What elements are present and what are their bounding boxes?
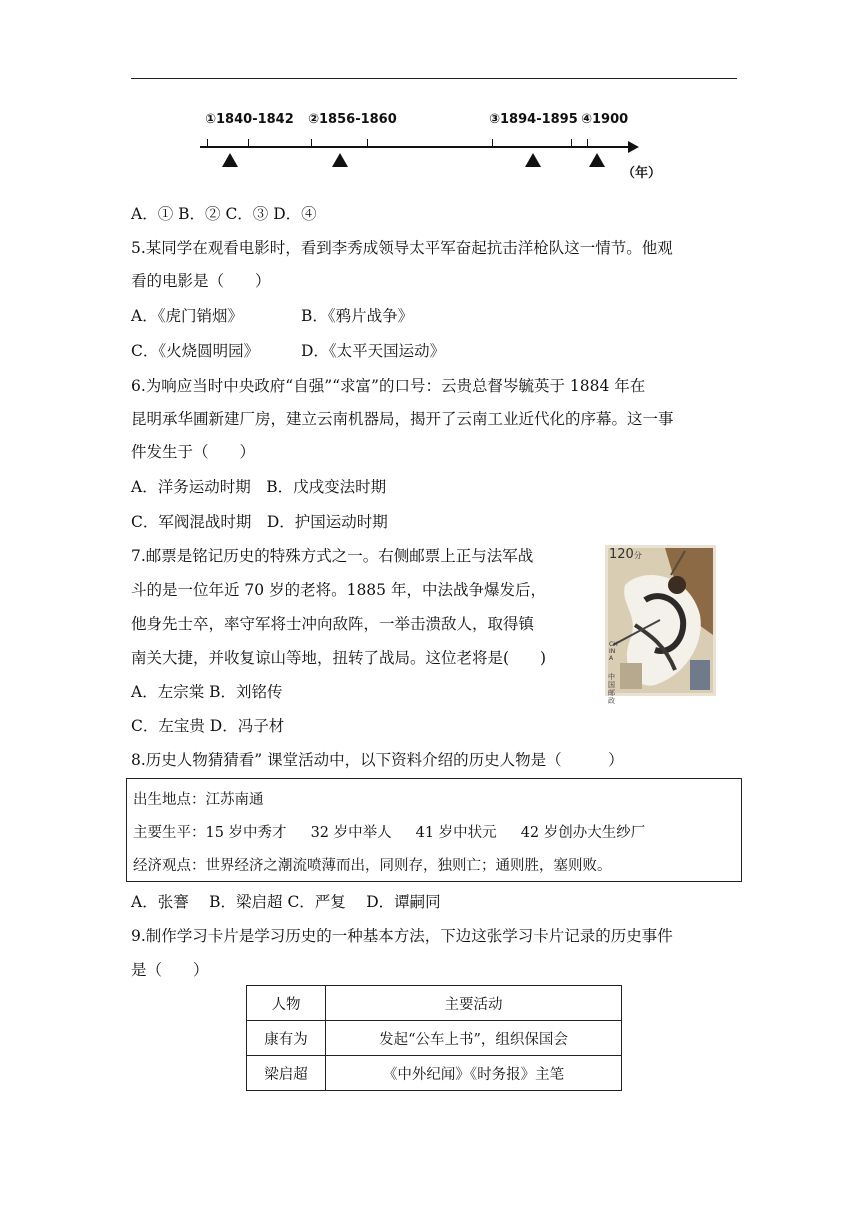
q8-box-life-label: 主要生平： <box>133 825 206 841</box>
q4-options: A．① B．② C．③ D．④ <box>131 205 317 223</box>
timeline <box>195 112 675 187</box>
table-cell: 梁启超 <box>247 1056 326 1091</box>
stamp-country-cn: 中国邮政 <box>608 673 615 705</box>
q5-option-b: B．《鸦片战争》 <box>301 307 414 325</box>
timeline-tick <box>587 139 588 147</box>
q6-stem-line-3: 件发生于（ ） <box>131 443 256 461</box>
q8-options: A．张謇 B．梁启超 C．严复 D．谭嗣同 <box>131 893 441 911</box>
timeline-marker-4 <box>589 153 605 167</box>
timeline-label-2: ②1856-1860 <box>308 112 397 127</box>
q8-stem: 8.历史人物猜猜看” 课堂活动中，以下资料介绍的历史人物是（ ） <box>131 751 624 769</box>
header-rule <box>131 78 737 79</box>
q7-stem-line-3: 他身先士卒，率守军将士冲向敌阵，一举击溃敌人，取得镇 <box>131 615 535 633</box>
q8-box-life-item: 41 岁中状元 <box>415 825 497 841</box>
q6-stem-line-2: 昆明承华圃新建厂房，建立云南机器局，揭开了云南工业近代化的序幕。这一事 <box>131 410 674 428</box>
table-header-cell: 主要活动 <box>326 986 622 1021</box>
stamp-country-en: CHINA <box>609 641 618 662</box>
q5-stem-line-1: 5.某同学在观看电影时，看到李秀成领导太平军奋起抗击洋枪队这一情节。他观 <box>131 239 673 257</box>
timeline-tick <box>571 139 572 147</box>
table-row <box>247 1056 622 1091</box>
table-header-cell: 人物 <box>247 986 326 1021</box>
q7-stem-line-4: 南关大捷，并收复谅山等地，扭转了战局。这位老将是( ) <box>131 649 547 667</box>
timeline-label-1: ①1840-1842 <box>205 112 294 127</box>
q9-stem-line-2: 是（ ） <box>131 961 209 979</box>
q8-box-row-life <box>133 821 645 842</box>
q8-info-box <box>126 778 742 882</box>
q5-option-d: D．《太平天国运动》 <box>301 342 446 360</box>
timeline-tick <box>207 139 208 147</box>
q8-box-life-item: 42 岁创办大生纱厂 <box>520 825 646 841</box>
q6-stem-line-1: 6.为响应当时中央政府“自强”“求富”的口号：云贵总督岑毓英于 1884 年在 <box>131 377 646 395</box>
q8-box-row-economy: 经济观点：世界经济之潮流喷薄而出，同则存，独则亡；通则胜，塞则败。 <box>133 858 612 874</box>
timeline-tick <box>492 139 493 147</box>
timeline-tick <box>248 139 249 147</box>
table-cell: 《中外纪闻》《时务报》主笔 <box>326 1056 622 1091</box>
q9-study-card-table <box>246 985 622 1091</box>
timeline-tick <box>311 139 312 147</box>
table-cell: 康有为 <box>247 1021 326 1056</box>
q7-options-ab: A．左宗棠 B．刘铭传 <box>131 683 283 701</box>
q7-stem-line-2: 斗的是一位年近 70 岁的老将。1885 年，中法战争爆发后， <box>131 581 546 599</box>
q5-stem-line-2: 看的电影是（ ） <box>131 272 271 290</box>
q8-box-row-birthplace: 出生地点：江苏南通 <box>133 792 264 808</box>
q9-stem-line-1: 9.制作学习卡片是学习历史的一种基本方法，下边这张学习卡片记录的历史事件 <box>131 927 673 945</box>
q5-option-a: A．《虎门销烟》 <box>131 307 243 325</box>
q7-stem-line-1: 7.邮票是铭记历史的特殊方式之一。右侧邮票上正与法军战 <box>131 547 534 565</box>
table-header-row <box>247 986 622 1021</box>
timeline-label-4: ④1900 <box>581 112 629 127</box>
q8-box-life-item: 32 岁中举人 <box>310 825 392 841</box>
timeline-tick <box>367 139 368 147</box>
stamp-illustration <box>605 545 716 696</box>
q5-option-c: C．《火烧圆明园》 <box>131 342 260 360</box>
stamp-image <box>605 545 716 705</box>
timeline-label-3: ③1894-1895 <box>489 112 578 127</box>
timeline-marker-3 <box>525 153 541 167</box>
q8-box-life-item: 15 岁中秀才 <box>205 825 287 841</box>
timeline-unit: （年） <box>622 166 662 181</box>
q6-options-cd: C．军阀混战时期 D．护国运动时期 <box>131 513 388 531</box>
timeline-arrow <box>628 141 639 153</box>
q6-options-ab: A．洋务运动时期 B．戊戌变法时期 <box>131 478 387 496</box>
table-cell: 发起“公车上书”，组织保国会 <box>326 1021 622 1056</box>
q7-options-cd: C．左宝贵 D．冯子材 <box>131 717 285 735</box>
table-row <box>247 1021 622 1056</box>
timeline-axis <box>200 146 630 148</box>
timeline-marker-2 <box>332 153 348 167</box>
stamp-value: 120分 <box>609 547 642 562</box>
timeline-marker-1 <box>222 153 238 167</box>
